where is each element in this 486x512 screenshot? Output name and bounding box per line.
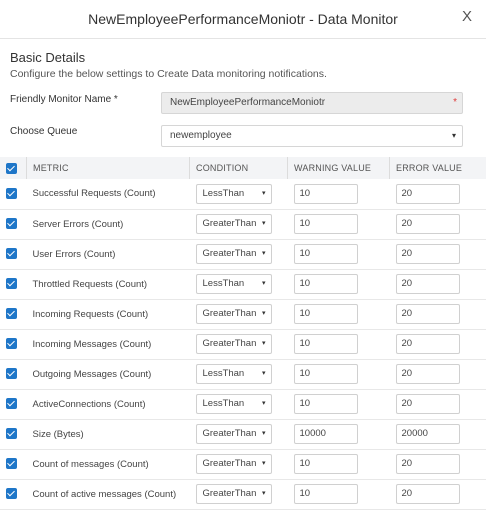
condition-value: GreaterThan (202, 428, 257, 439)
table-row (0, 359, 486, 389)
condition-select[interactable] (196, 184, 272, 204)
row-checkbox[interactable] (6, 218, 17, 229)
error-input[interactable]: 20 (396, 304, 460, 324)
error-input[interactable]: 20 (396, 394, 460, 414)
error-input[interactable]: 20 (396, 214, 460, 234)
row-checkbox[interactable] (6, 428, 17, 439)
chevron-down-icon: ▾ (261, 310, 266, 317)
friendly-name-label: Friendly Monitor Name * (10, 94, 118, 105)
queue-value: newemployee (170, 130, 232, 141)
queue-row (0, 125, 486, 149)
metric-header: METRIC (27, 157, 190, 179)
warning-input[interactable]: 10 (294, 364, 358, 384)
condition-header: CONDITION (190, 157, 288, 179)
metric-name: Successful Requests (Count) (32, 188, 156, 200)
condition-value: LessThan (202, 368, 245, 379)
table-row (0, 449, 486, 479)
chevron-down-icon: ▾ (261, 220, 266, 227)
row-checkbox[interactable] (6, 248, 17, 259)
warning-input[interactable]: 10 (294, 334, 358, 354)
warning-input[interactable]: 10 (294, 214, 358, 234)
friendly-name-row (0, 92, 486, 126)
table-row (0, 239, 486, 269)
condition-value: GreaterThan (202, 488, 257, 499)
metric-name: Outgoing Messages (Count) (32, 368, 152, 380)
warning-input[interactable]: 10 (294, 394, 358, 414)
close-icon[interactable]: X (461, 8, 472, 25)
error-input[interactable]: 20000 (396, 424, 460, 444)
row-checkbox[interactable] (6, 368, 17, 379)
warning-input[interactable]: 10 (294, 304, 358, 324)
dialog-header (0, 0, 486, 39)
chevron-down-icon: ▾ (261, 280, 266, 287)
condition-select[interactable] (196, 274, 272, 294)
select-all-cell (0, 157, 27, 179)
error-input[interactable]: 20 (396, 334, 460, 354)
condition-select[interactable] (196, 454, 272, 474)
basic-details-section (0, 39, 486, 80)
table-row (0, 479, 486, 509)
condition-value: GreaterThan (202, 458, 257, 469)
condition-value: LessThan (202, 187, 245, 199)
condition-select[interactable] (196, 334, 272, 354)
table-header-row (0, 157, 486, 179)
row-checkbox[interactable] (6, 338, 17, 349)
warning-input[interactable]: 10 (294, 484, 358, 504)
condition-value: GreaterThan (202, 338, 257, 349)
condition-select[interactable] (196, 424, 272, 444)
condition-select[interactable] (196, 304, 272, 324)
warning-header: WARNING VALUE (288, 157, 390, 179)
queue-select[interactable] (161, 125, 463, 147)
chevron-down-icon: ▾ (261, 370, 266, 377)
condition-select[interactable] (196, 394, 272, 414)
condition-select[interactable] (196, 364, 272, 384)
queue-label: Choose Queue (10, 126, 78, 137)
metric-name: Throttled Requests (Count) (32, 278, 148, 290)
error-header: ERROR VALUE (396, 163, 463, 173)
chevron-down-icon: ▾ (261, 340, 266, 347)
metric-name: Size (Bytes) (32, 428, 84, 440)
metric-name: Count of active messages (Count) (32, 488, 177, 500)
chevron-down-icon: ▾ (261, 400, 266, 407)
condition-select[interactable] (196, 484, 272, 504)
chevron-down-icon: ▾ (261, 189, 266, 197)
select-all-checkbox[interactable] (6, 163, 17, 174)
chevron-down-icon: ▾ (261, 250, 266, 257)
row-checkbox[interactable] (6, 398, 17, 409)
row-checkbox[interactable] (6, 458, 17, 469)
metrics-table (0, 157, 486, 510)
dialog-title: NewEmployeePerformanceMoniotr - Data Monitor (88, 11, 398, 27)
error-input[interactable]: 20 (396, 274, 460, 294)
metric-name: Count of messages (Count) (32, 458, 149, 470)
condition-select[interactable] (196, 214, 272, 234)
table-row (0, 299, 486, 329)
condition-value: LessThan (202, 398, 245, 409)
metric-name: ActiveConnections (Count) (32, 398, 146, 410)
friendly-name-value: NewEmployeePerformanceMoniotr (170, 97, 326, 108)
table-row (0, 329, 486, 359)
condition-value: GreaterThan (202, 248, 257, 259)
condition-value: LessThan (202, 278, 245, 289)
warning-input[interactable]: 10 (294, 184, 358, 204)
table-row (0, 419, 486, 449)
condition-value: GreaterThan (202, 308, 257, 319)
row-checkbox[interactable] (6, 278, 17, 289)
condition-select[interactable] (196, 244, 272, 264)
table-row (0, 179, 486, 209)
warning-input[interactable]: 10000 (294, 424, 358, 444)
metric-name: Incoming Messages (Count) (32, 338, 152, 350)
chevron-down-icon: ▾ (261, 430, 266, 437)
chevron-down-icon: ▾ (261, 490, 266, 497)
row-checkbox[interactable] (6, 188, 17, 199)
section-description: Configure the below settings to Create Data monitoring notifications. (10, 68, 327, 80)
error-input[interactable]: 20 (396, 364, 460, 384)
error-input[interactable]: 20 (396, 454, 460, 474)
chevron-down-icon: ▾ (451, 131, 456, 140)
required-icon: * (453, 97, 457, 108)
error-input[interactable]: 20 (396, 484, 460, 504)
row-checkbox[interactable] (6, 488, 17, 499)
metric-name: Server Errors (Count) (32, 218, 124, 230)
metric-name: Incoming Requests (Count) (32, 308, 149, 320)
friendly-name-field (161, 92, 463, 114)
warning-input[interactable]: 10 (294, 244, 358, 264)
section-title: Basic Details (10, 50, 86, 65)
row-checkbox[interactable] (6, 308, 17, 319)
error-input[interactable]: 20 (396, 184, 460, 204)
error-input[interactable]: 20 (396, 244, 460, 264)
warning-input[interactable]: 10 (294, 454, 358, 474)
table-row (0, 269, 486, 299)
condition-value: GreaterThan (202, 218, 257, 229)
table-row (0, 389, 486, 419)
table-row (0, 209, 486, 239)
chevron-down-icon: ▾ (261, 460, 266, 467)
metric-name: User Errors (Count) (32, 248, 116, 260)
warning-input[interactable]: 10 (294, 274, 358, 294)
